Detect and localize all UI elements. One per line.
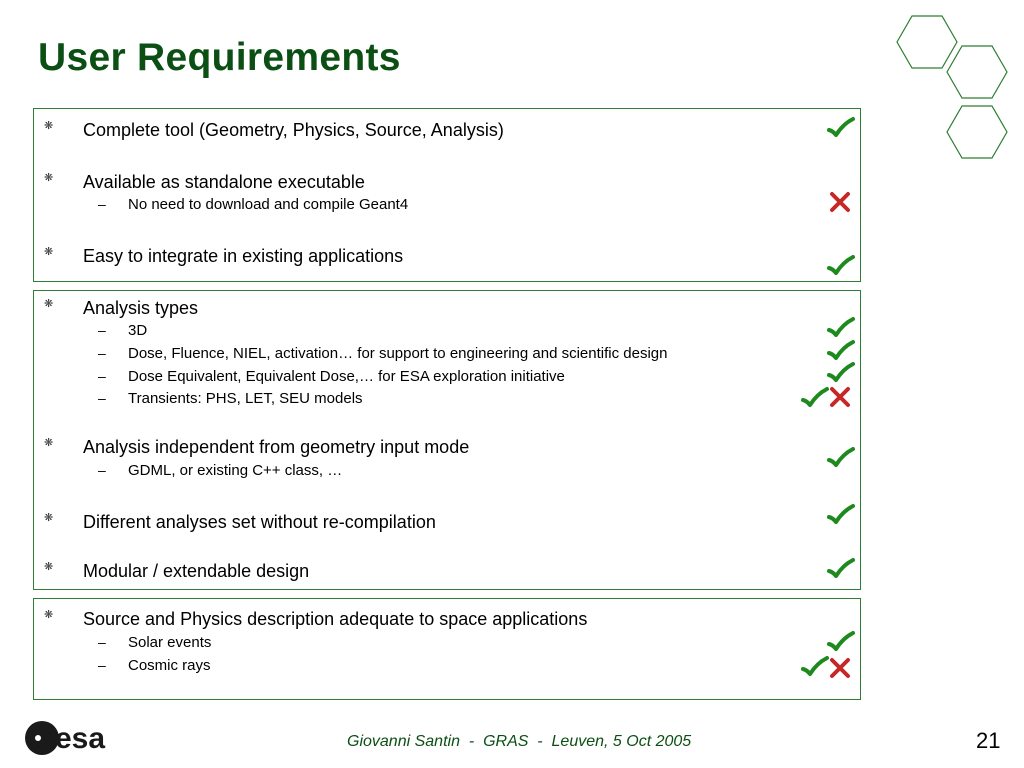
- bullet-icon: ❋: [44, 609, 54, 621]
- check-icon: [826, 116, 856, 140]
- check-icon: [826, 339, 856, 363]
- requirements-box-source-physics: [33, 598, 861, 700]
- bullet-icon: ❋: [44, 120, 54, 132]
- page-number: 21: [976, 728, 1001, 753]
- bullet-icon: ❋: [44, 172, 54, 184]
- check-icon: [800, 386, 830, 410]
- dash-icon: –: [98, 657, 106, 673]
- cross-icon: [828, 190, 852, 214]
- requirement-text: Complete tool (Geometry, Physics, Source, Analysis): [83, 120, 504, 140]
- check-icon: [826, 503, 856, 527]
- requirement-subtext: Dose, Fluence, NIEL, activation… for support to engineering and scientific design: [128, 345, 668, 362]
- requirement-subtext: 3D: [128, 322, 148, 339]
- hexagon-top: [897, 16, 957, 68]
- check-icon: [826, 361, 856, 385]
- esa-logo: [24, 718, 124, 763]
- dash-icon: –: [98, 368, 106, 384]
- requirement-subtext: Dose Equivalent, Equivalent Dose,… for ESA exploration initiative: [128, 368, 565, 385]
- bullet-icon: ❋: [44, 298, 54, 310]
- bullet-icon: ❋: [44, 437, 54, 449]
- dash-icon: –: [98, 196, 106, 212]
- requirement-text: Modular / extendable design: [83, 561, 310, 581]
- hexagon-middle: [947, 46, 1007, 98]
- requirement-text: Analysis independent from geometry input mode: [83, 437, 470, 457]
- bullet-icon: ❋: [44, 246, 54, 258]
- esa-logo-text: esa: [55, 722, 106, 755]
- requirement-text: Source and Physics description adequate to space applications: [83, 609, 588, 629]
- footer-citation: Giovanni Santin - GRAS - Leuven, 5 Oct 2005: [347, 733, 692, 750]
- requirement-text: Different analyses set without re-compilation: [83, 512, 436, 532]
- requirement-subtext: Transients: PHS, LET, SEU models: [128, 390, 363, 407]
- check-icon: [800, 655, 830, 679]
- requirement-subtext: Cosmic rays: [128, 657, 211, 674]
- requirement-subtext: No need to download and compile Geant4: [128, 196, 409, 213]
- requirements-box-analysis: [33, 290, 861, 590]
- check-icon: [826, 446, 856, 470]
- requirement-text: Analysis types: [83, 298, 199, 318]
- requirements-box-general: [33, 108, 861, 282]
- requirement-subtext: Solar events: [128, 634, 212, 651]
- check-icon: [826, 630, 856, 654]
- requirement-subtext: GDML, or existing C++ class, …: [128, 462, 343, 479]
- check-icon: [826, 254, 856, 278]
- bullet-icon: ❋: [44, 561, 54, 573]
- dash-icon: –: [98, 322, 106, 338]
- dash-icon: –: [98, 390, 106, 406]
- dash-icon: –: [98, 345, 106, 361]
- hexagon-decoration: [890, 12, 1014, 162]
- requirement-text: Available as standalone executable: [83, 172, 365, 192]
- cross-icon: [828, 656, 852, 680]
- check-icon: [826, 557, 856, 581]
- cross-icon: [828, 385, 852, 409]
- dash-icon: –: [98, 462, 106, 478]
- check-icon: [826, 316, 856, 340]
- bullet-icon: ❋: [44, 512, 54, 524]
- hexagon-bottom: [947, 106, 1007, 158]
- requirement-text: Easy to integrate in existing applications: [83, 246, 404, 266]
- dash-icon: –: [98, 634, 106, 650]
- slide-title: User Requirements: [38, 36, 401, 79]
